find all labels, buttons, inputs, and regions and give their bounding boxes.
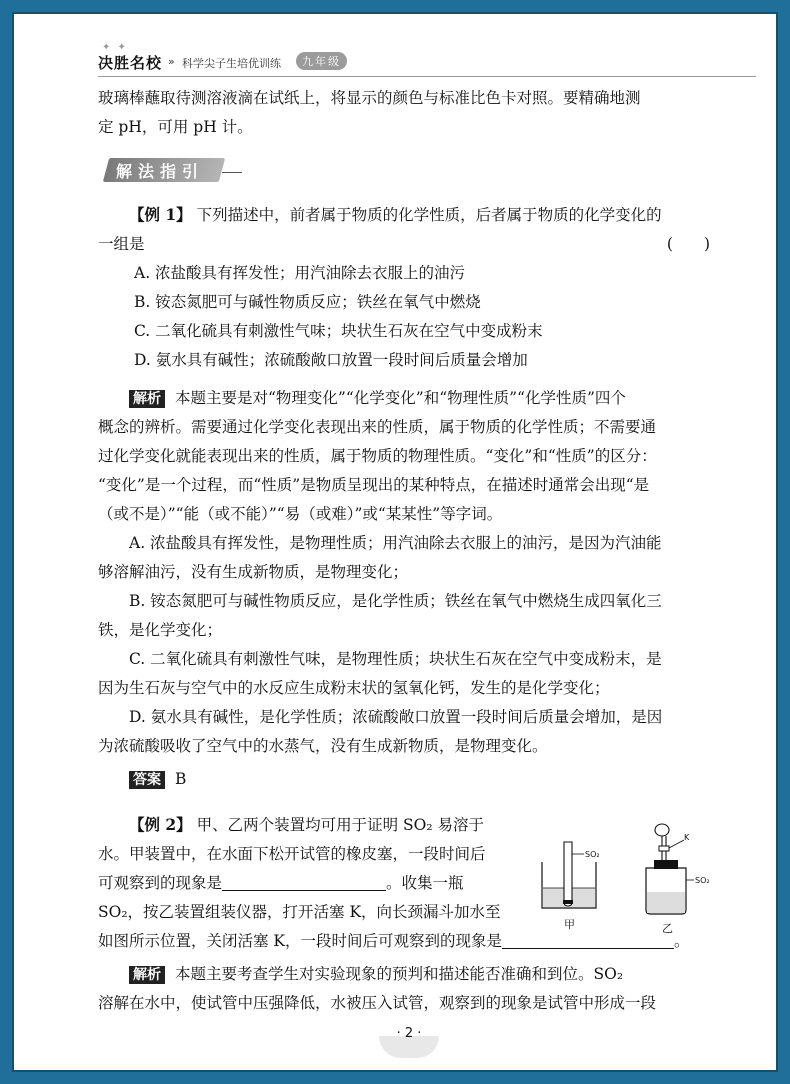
example1-label: 【例 1】: [129, 205, 192, 224]
example2-line2: 水。甲装置中，在水面下松开试管的橡皮塞，一段时间后: [98, 845, 486, 863]
so2-label-jia: SO₂: [585, 850, 600, 859]
analysis-line: （或不是）”“能（或不能）”“易（或难）”或“某某性”等字词。: [98, 505, 503, 523]
analysis-tag: 解析: [129, 390, 165, 408]
intro-text: [98, 84, 710, 142]
example2-label: 【例 2】: [129, 815, 192, 834]
example1-stem-line2: 一组是: [98, 235, 145, 253]
option-b: B. 铵态氮肥可与碱性物质反应；铁丝在氧气中燃烧: [134, 293, 481, 311]
analysis-line: 过化学变化就能表现出来的性质，属于物质的物理性质。“变化”和“性质”的区分：: [98, 447, 657, 465]
explain-c-line1: C. 二氧化硫具有刺激性气味，是物理性质；块状生石灰在空气中变成粉末，是: [129, 650, 662, 668]
so2-label-yi: SO₂: [695, 876, 710, 885]
analysis-line: “变化”是一个过程，而“性质”是物质呈现出的某种特点，在描述时通常会出现“是: [98, 476, 650, 494]
apparatus-yi: [646, 824, 710, 934]
explain-b-line2: 铁，是化学变化；: [98, 621, 223, 639]
answer-paren: ( ): [666, 235, 710, 253]
banner-line: [222, 172, 242, 173]
option-d: D. 氨水具有碱性；浓硫酸敞口放置一段时间后质量会增加: [134, 351, 528, 369]
page: [12, 12, 778, 1072]
analysis2-line1-row: [98, 960, 710, 989]
answer-value: B: [175, 770, 187, 788]
example1-stem-line1: 下列描述中，前者属于物质的化学性质，后者属于物质的化学变化的: [196, 206, 662, 224]
example2-line1: 甲、乙两个装置均可用于证明 SO₂ 易溶于: [196, 816, 485, 834]
header-subtitle: 科学尖子生培优训练: [182, 57, 281, 70]
banner-label: 解法指引: [116, 162, 205, 181]
analysis-line: 概念的辨析。需要通过化学变化表现出来的性质，属于物质的化学性质；不需要通: [98, 418, 657, 436]
explain-b-line1: B. 铵态氮肥可与碱性物质反应，是化学性质；铁丝在氧气中燃烧生成四氧化三: [129, 592, 662, 610]
answer-tag: 答案: [129, 771, 165, 789]
explain-d-line1: D. 氨水具有碱性，是化学性质；浓硫酸敞口放置一段时间后质量会增加，是因: [129, 708, 663, 726]
example2-line5: 如图所示位置，关闭活塞 K，一段时间后可观察到的现象是 。: [98, 932, 690, 950]
apparatus-figure: [534, 822, 724, 934]
intro-line: 玻璃棒蘸取待测溶液滴在试纸上，将显示的颜色与标准比色卡对照。要精确地测: [98, 89, 641, 107]
intro-line: 定 pH，可用 pH 计。: [98, 118, 253, 136]
explain-a-line1: A. 浓盐酸具有挥发性，是物理性质；用汽油除去衣服上的油污，是因为汽油能: [129, 534, 662, 552]
label-jia: 甲: [564, 918, 575, 931]
analysis2-line1: 本题主要考查学生对实验现象的预判和描述能否准确和到位。SO₂: [175, 965, 624, 983]
header-rule: [98, 76, 756, 77]
analysis-line: 解析 本题主要是对“物理变化”“化学变化”和“物理性质”“化学性质”四个: [98, 384, 710, 413]
header-separator: »: [168, 55, 175, 68]
example1-analysis: [98, 384, 710, 794]
explain-d-line2: 为浓硫酸吸收了空气中的水蒸气，没有生成新物质，是物理变化。: [98, 737, 548, 755]
option-a: A. 浓盐酸具有挥发性；用汽油除去衣服上的油污: [134, 264, 466, 282]
answer-blank-1[interactable]: [222, 872, 386, 891]
k-label: K: [684, 833, 690, 842]
explain-c-line2: 因为生石灰与空气中的水反应生成粉末状的氢氧化钙，发生的是化学变化；: [98, 679, 610, 697]
apparatus-jia: [542, 842, 600, 931]
analysis2-line2: 溶解在水中，使试管中压强降低，水被压入试管，观察到的现象是试管中形成一段: [98, 994, 657, 1012]
header-dots: ✦ ✦: [102, 42, 128, 53]
section-banner: [98, 154, 238, 186]
grade-badge: 九年级: [296, 52, 347, 70]
example2-line4: SO₂，按乙装置组装仪器，打开活塞 K，向长颈漏斗加水至: [98, 903, 501, 921]
example2-line3: 可观察到的现象是 。收集一瓶: [98, 874, 464, 892]
page-header: [98, 46, 756, 76]
example1-block: [98, 200, 710, 375]
option-c: C. 二氧化硫具有刺激性气味；块状生石灰在空气中变成粉末: [134, 322, 543, 340]
page-number: · 2 ·: [396, 1026, 422, 1041]
example1-stem: [98, 200, 710, 230]
analysis2-tag: 解析: [129, 966, 165, 984]
brand-title: 决胜名校: [98, 54, 163, 72]
example1-stem-line2-row: [98, 230, 710, 259]
explain-a-line2: 够溶解油污，没有生成新物质，是物理变化；: [98, 563, 409, 581]
answer-line: [98, 765, 710, 794]
label-yi: 乙: [662, 922, 673, 934]
